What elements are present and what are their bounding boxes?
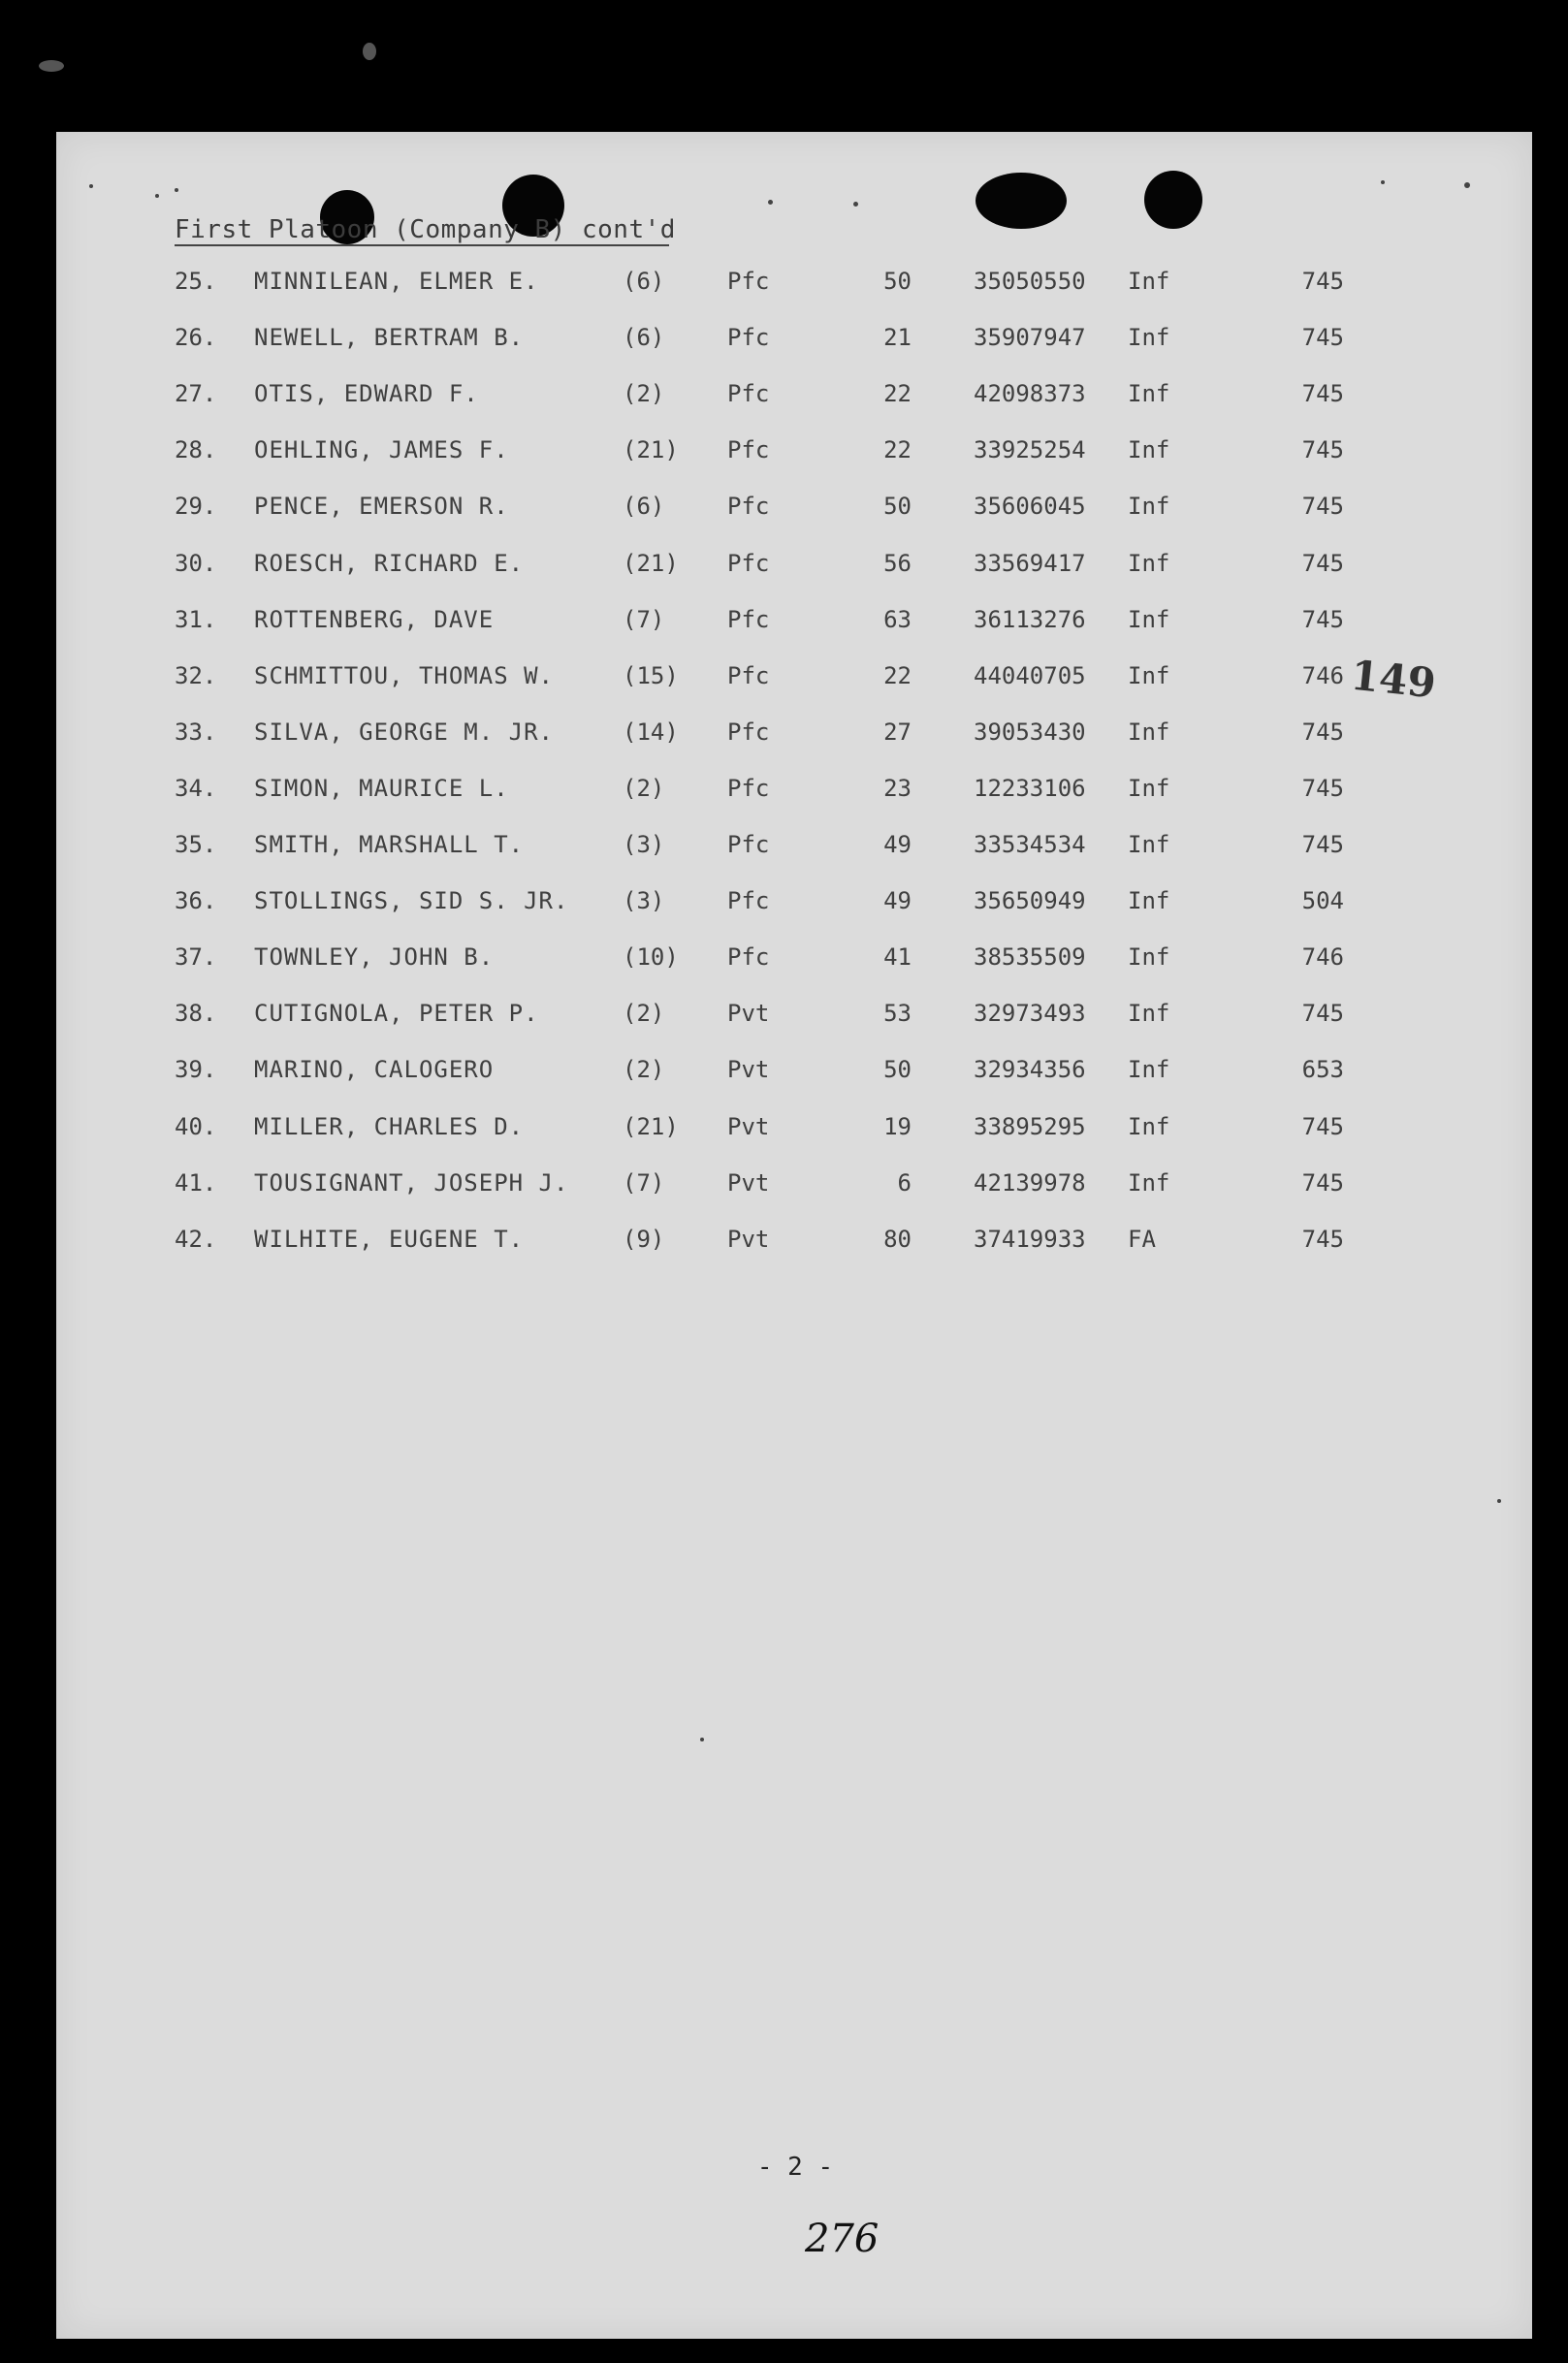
arm-of-service: Inf — [1128, 605, 1170, 633]
rank: Pfc — [727, 436, 770, 464]
mos-code: 745 — [1301, 774, 1344, 802]
scan-speck — [39, 60, 64, 72]
row-number: 38. — [175, 1000, 217, 1028]
score: 22 — [883, 380, 912, 408]
mos-code: 745 — [1301, 1112, 1344, 1140]
score: 49 — [883, 831, 912, 858]
soldier-name: PENCE, EMERSON R. — [254, 493, 509, 521]
arm-of-service: Inf — [1128, 493, 1170, 521]
soldier-name: TOWNLEY, JOHN B. — [254, 943, 495, 972]
mos-code: 746 — [1301, 943, 1344, 972]
table-row — [0, 436, 1568, 475]
arm-of-service: Inf — [1128, 268, 1170, 295]
rank: Pfc — [727, 774, 770, 802]
rank: Pvt — [727, 1000, 770, 1028]
arm-of-service: FA — [1128, 1225, 1156, 1253]
score: 23 — [883, 774, 912, 802]
serial-number: 38535509 — [974, 943, 1086, 972]
rank: Pfc — [727, 268, 770, 295]
serial-number: 37419933 — [974, 1225, 1086, 1253]
section-number: (14) — [623, 718, 679, 746]
score: 63 — [883, 605, 912, 633]
mos-code: 745 — [1301, 1000, 1344, 1028]
row-number: 28. — [175, 436, 217, 464]
score: 19 — [883, 1112, 912, 1140]
score: 80 — [883, 1225, 912, 1253]
rank: Pfc — [727, 324, 770, 352]
soldier-name: STOLLINGS, SID S. JR. — [254, 887, 569, 915]
row-number: 30. — [175, 549, 217, 577]
scan-speck — [853, 202, 858, 207]
mos-code: 745 — [1301, 831, 1344, 858]
table-row — [0, 943, 1568, 982]
mos-code: 745 — [1301, 549, 1344, 577]
serial-number: 12233106 — [974, 774, 1086, 802]
scan-speck — [175, 188, 178, 192]
score: 50 — [883, 1056, 912, 1084]
mos-code: 653 — [1301, 1056, 1344, 1084]
arm-of-service: Inf — [1128, 1168, 1170, 1197]
soldier-name: OTIS, EDWARD F. — [254, 380, 479, 408]
rank: Pfc — [727, 887, 770, 915]
mos-code: 504 — [1301, 887, 1344, 915]
table-row — [0, 775, 1568, 814]
row-number: 32. — [175, 661, 217, 689]
soldier-name: WILHITE, EUGENE T. — [254, 1225, 525, 1253]
section-number: (6) — [623, 268, 665, 295]
row-number: 34. — [175, 774, 217, 802]
serial-number: 35650949 — [974, 887, 1086, 915]
section-number: (15) — [623, 661, 679, 689]
score: 27 — [883, 718, 912, 746]
soldier-name: SIMON, MAURICE L. — [254, 774, 509, 802]
arm-of-service: Inf — [1128, 718, 1170, 746]
serial-number: 35050550 — [974, 268, 1086, 295]
rank: Pfc — [727, 831, 770, 858]
section-number: (7) — [623, 605, 665, 633]
arm-of-service: Inf — [1128, 1000, 1170, 1028]
rank: Pvt — [727, 1225, 770, 1253]
arm-of-service: Inf — [1128, 887, 1170, 915]
row-number: 35. — [175, 831, 217, 858]
row-number: 31. — [175, 605, 217, 633]
arm-of-service: Inf — [1128, 1112, 1170, 1140]
arm-of-service: Inf — [1128, 436, 1170, 464]
soldier-name: OEHLING, JAMES F. — [254, 436, 509, 464]
rank: Pfc — [727, 943, 770, 972]
arm-of-service: Inf — [1128, 774, 1170, 802]
row-number: 37. — [175, 943, 217, 972]
mos-code: 745 — [1301, 380, 1344, 408]
serial-number: 42098373 — [974, 380, 1086, 408]
mos-code: 745 — [1301, 436, 1344, 464]
serial-number: 44040705 — [974, 661, 1086, 689]
section-number: (9) — [623, 1225, 665, 1253]
score: 6 — [897, 1168, 912, 1197]
score: 50 — [883, 493, 912, 521]
arm-of-service: Inf — [1128, 661, 1170, 689]
rank: Pvt — [727, 1056, 770, 1084]
mos-code: 745 — [1301, 718, 1344, 746]
serial-number: 39053430 — [974, 718, 1086, 746]
table-row — [0, 324, 1568, 363]
rank: Pvt — [727, 1112, 770, 1140]
rank: Pfc — [727, 718, 770, 746]
arm-of-service: Inf — [1128, 324, 1170, 352]
serial-number: 33569417 — [974, 549, 1086, 577]
score: 41 — [883, 943, 912, 972]
section-number: (10) — [623, 943, 679, 972]
arm-of-service: Inf — [1128, 943, 1170, 972]
score: 50 — [883, 268, 912, 295]
serial-number: 35907947 — [974, 324, 1086, 352]
serial-number: 33534534 — [974, 831, 1086, 858]
serial-number: 42139978 — [974, 1168, 1086, 1197]
serial-number: 33895295 — [974, 1112, 1086, 1140]
arm-of-service: Inf — [1128, 831, 1170, 858]
soldier-name: ROESCH, RICHARD E. — [254, 549, 525, 577]
table-row — [0, 1113, 1568, 1152]
score: 49 — [883, 887, 912, 915]
page-header: First Platoon (Company B) cont'd — [175, 215, 676, 244]
header-underline — [175, 244, 669, 246]
arm-of-service: Inf — [1128, 380, 1170, 408]
mos-code: 745 — [1301, 1225, 1344, 1253]
scan-speck — [768, 200, 773, 205]
mos-code: 745 — [1301, 493, 1344, 521]
rank: Pfc — [727, 380, 770, 408]
scan-speck — [700, 1738, 704, 1741]
row-number: 33. — [175, 718, 217, 746]
table-row — [0, 887, 1568, 926]
rank: Pvt — [727, 1168, 770, 1197]
section-number: (7) — [623, 1168, 665, 1197]
rank: Pfc — [727, 605, 770, 633]
table-row — [0, 831, 1568, 870]
rank: Pfc — [727, 661, 770, 689]
row-number: 26. — [175, 324, 217, 352]
mos-code: 745 — [1301, 324, 1344, 352]
arm-of-service: Inf — [1128, 549, 1170, 577]
table-row — [0, 662, 1568, 701]
row-number: 27. — [175, 380, 217, 408]
mos-code: 745 — [1301, 1168, 1344, 1197]
soldier-name: NEWELL, BERTRAM B. — [254, 324, 525, 352]
soldier-name: SILVA, GEORGE M. JR. — [254, 718, 554, 746]
table-row — [0, 1000, 1568, 1038]
score: 56 — [883, 549, 912, 577]
serial-number: 33925254 — [974, 436, 1086, 464]
score: 21 — [883, 324, 912, 352]
scan-speck — [363, 43, 376, 60]
soldier-name: MILLER, CHARLES D. — [254, 1112, 525, 1140]
table-row — [0, 1056, 1568, 1095]
serial-number: 35606045 — [974, 493, 1086, 521]
scan-speck — [155, 194, 159, 198]
mos-code: 745 — [1301, 268, 1344, 295]
table-row — [0, 1169, 1568, 1208]
rank: Pfc — [727, 493, 770, 521]
scan-speck — [89, 184, 93, 188]
section-number: (21) — [623, 436, 679, 464]
mos-code: 745 — [1301, 605, 1344, 633]
row-number: 39. — [175, 1056, 217, 1084]
soldier-name: SCHMITTOU, THOMAS W. — [254, 661, 554, 689]
soldier-name: TOUSIGNANT, JOSEPH J. — [254, 1168, 569, 1197]
table-row — [0, 550, 1568, 589]
soldier-name: MINNILEAN, ELMER E. — [254, 268, 539, 295]
soldier-name: CUTIGNOLA, PETER P. — [254, 1000, 539, 1028]
section-number: (2) — [623, 1056, 665, 1084]
section-number: (21) — [623, 549, 679, 577]
serial-number: 36113276 — [974, 605, 1086, 633]
row-number: 25. — [175, 268, 217, 295]
score: 22 — [883, 661, 912, 689]
section-number: (3) — [623, 887, 665, 915]
page-number: - 2 - — [756, 2153, 834, 2182]
table-row — [0, 606, 1568, 645]
punch-hole-3 — [976, 173, 1067, 229]
section-number: (2) — [623, 380, 665, 408]
soldier-name: ROTTENBERG, DAVE — [254, 605, 495, 633]
punch-hole-4 — [1144, 171, 1202, 229]
row-number: 36. — [175, 887, 217, 915]
row-number: 41. — [175, 1168, 217, 1197]
table-row — [0, 268, 1568, 306]
row-number: 29. — [175, 493, 217, 521]
table-row — [0, 380, 1568, 419]
section-number: (21) — [623, 1112, 679, 1140]
scan-speck — [1497, 1499, 1501, 1503]
rank: Pfc — [727, 549, 770, 577]
table-row — [0, 718, 1568, 757]
handwritten-page-number: 276 — [805, 2217, 880, 2261]
soldier-name: SMITH, MARSHALL T. — [254, 831, 525, 858]
score: 53 — [883, 1000, 912, 1028]
serial-number: 32973493 — [974, 1000, 1086, 1028]
scan-speck — [1464, 182, 1470, 188]
soldier-name: MARINO, CALOGERO — [254, 1056, 495, 1084]
arm-of-service: Inf — [1128, 1056, 1170, 1084]
handwritten-annotation: 149 — [1348, 651, 1438, 708]
section-number: (2) — [623, 774, 665, 802]
section-number: (6) — [623, 493, 665, 521]
row-number: 40. — [175, 1112, 217, 1140]
section-number: (3) — [623, 831, 665, 858]
section-number: (6) — [623, 324, 665, 352]
score: 22 — [883, 436, 912, 464]
scan-speck — [1381, 180, 1385, 184]
table-row — [0, 493, 1568, 531]
serial-number: 32934356 — [974, 1056, 1086, 1084]
mos-code: 746 — [1301, 661, 1344, 689]
row-number: 42. — [175, 1225, 217, 1253]
table-row — [0, 1226, 1568, 1264]
section-number: (2) — [623, 1000, 665, 1028]
